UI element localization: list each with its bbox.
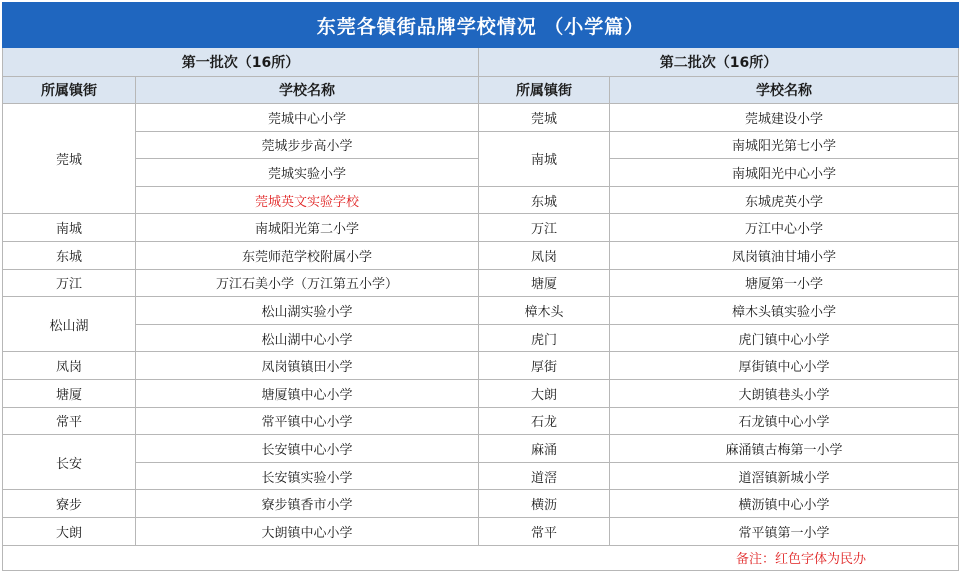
batch1-school-private: 莞城英文实验学校 [136, 186, 479, 214]
batch2-school: 虎门镇中心小学 [610, 324, 959, 352]
batch2-town: 大朗 [479, 379, 610, 407]
batch2-school: 厚街镇中心小学 [610, 352, 959, 380]
batch1-town: 南城 [3, 214, 136, 242]
batch2-town-header: 所属镇街 [479, 77, 610, 104]
table-row [3, 435, 959, 463]
batch1-town: 常平 [3, 407, 136, 435]
table-row [3, 379, 959, 407]
table-row [3, 131, 959, 159]
title-row [3, 3, 959, 48]
table-row [3, 517, 959, 545]
batch1-town: 塘厦 [3, 379, 136, 407]
header-row [3, 77, 959, 104]
batch1-school: 松山湖实验小学 [136, 297, 479, 325]
batch2-school: 塘厦第一小学 [610, 269, 959, 297]
batch1-school: 塘厦镇中心小学 [136, 379, 479, 407]
batch2-school: 樟木头镇实验小学 [610, 297, 959, 325]
batch1-school: 凤岗镇镇田小学 [136, 352, 479, 380]
table-title: 东莞各镇街品牌学校情况 （小学篇） [3, 3, 959, 48]
batch1-town-header: 所属镇街 [3, 77, 136, 104]
batch2-school: 麻涌镇古梅第一小学 [610, 435, 959, 463]
batch1-town: 长安 [3, 435, 136, 490]
batch1-town: 凤岗 [3, 352, 136, 380]
school-table-container [2, 2, 958, 571]
batch2-town: 万江 [479, 214, 610, 242]
table-row [3, 186, 959, 214]
batch1-school: 莞城步步高小学 [136, 131, 479, 159]
batch1-school: 松山湖中心小学 [136, 324, 479, 352]
batch2-town: 厚街 [479, 352, 610, 380]
note-text: 备注：红色字体为民办 [3, 545, 959, 570]
batch1-label: 第一批次（16所） [3, 48, 479, 77]
batch1-school: 东莞师范学校附属小学 [136, 241, 479, 269]
batch1-town: 莞城 [3, 104, 136, 214]
batch1-school: 长安镇实验小学 [136, 462, 479, 490]
batch2-town: 塘厦 [479, 269, 610, 297]
table-row [3, 241, 959, 269]
note-row [3, 545, 959, 570]
table-row [3, 269, 959, 297]
batch2-town: 虎门 [479, 324, 610, 352]
batch2-school: 道滘镇新城小学 [610, 462, 959, 490]
batch2-school: 凤岗镇油甘埔小学 [610, 241, 959, 269]
batch2-town: 凤岗 [479, 241, 610, 269]
batch2-town: 麻涌 [479, 435, 610, 463]
batch2-town: 东城 [479, 186, 610, 214]
batch2-town: 樟木头 [479, 297, 610, 325]
batch1-school-header: 学校名称 [136, 77, 479, 104]
batch2-school: 莞城建设小学 [610, 104, 959, 132]
table-row [3, 352, 959, 380]
batch1-school: 寮步镇香市小学 [136, 490, 479, 518]
table-row [3, 297, 959, 325]
batch1-school: 莞城实验小学 [136, 159, 479, 187]
table-row [3, 324, 959, 352]
batch2-school: 南城阳光中心小学 [610, 159, 959, 187]
batch2-school: 常平镇第一小学 [610, 517, 959, 545]
batch1-town: 万江 [3, 269, 136, 297]
batch1-school: 大朗镇中心小学 [136, 517, 479, 545]
batch1-school: 万江石美小学（万江第五小学） [136, 269, 479, 297]
batch1-town: 寮步 [3, 490, 136, 518]
batch2-school: 大朗镇巷头小学 [610, 379, 959, 407]
batch1-town: 松山湖 [3, 297, 136, 352]
batch2-school: 南城阳光第七小学 [610, 131, 959, 159]
batch2-label: 第二批次（16所） [479, 48, 959, 77]
batch2-town: 莞城 [479, 104, 610, 132]
batch1-school: 长安镇中心小学 [136, 435, 479, 463]
batch2-town: 横沥 [479, 490, 610, 518]
batch1-school: 常平镇中心小学 [136, 407, 479, 435]
table-row [3, 407, 959, 435]
table-row [3, 104, 959, 132]
table-row [3, 490, 959, 518]
batch2-school: 横沥镇中心小学 [610, 490, 959, 518]
batch1-school: 莞城中心小学 [136, 104, 479, 132]
batch2-school: 石龙镇中心小学 [610, 407, 959, 435]
batch2-school: 万江中心小学 [610, 214, 959, 242]
batch2-school-header: 学校名称 [610, 77, 959, 104]
table-row [3, 462, 959, 490]
batch2-school: 东城虎英小学 [610, 186, 959, 214]
batch2-town: 石龙 [479, 407, 610, 435]
batch1-town: 大朗 [3, 517, 136, 545]
batch2-town: 道滘 [479, 462, 610, 490]
batch2-town: 常平 [479, 517, 610, 545]
table-row [3, 214, 959, 242]
batch2-town: 南城 [479, 131, 610, 186]
brand-school-table [2, 2, 959, 571]
batch-row [3, 48, 959, 77]
batch1-town: 东城 [3, 241, 136, 269]
batch1-school: 南城阳光第二小学 [136, 214, 479, 242]
